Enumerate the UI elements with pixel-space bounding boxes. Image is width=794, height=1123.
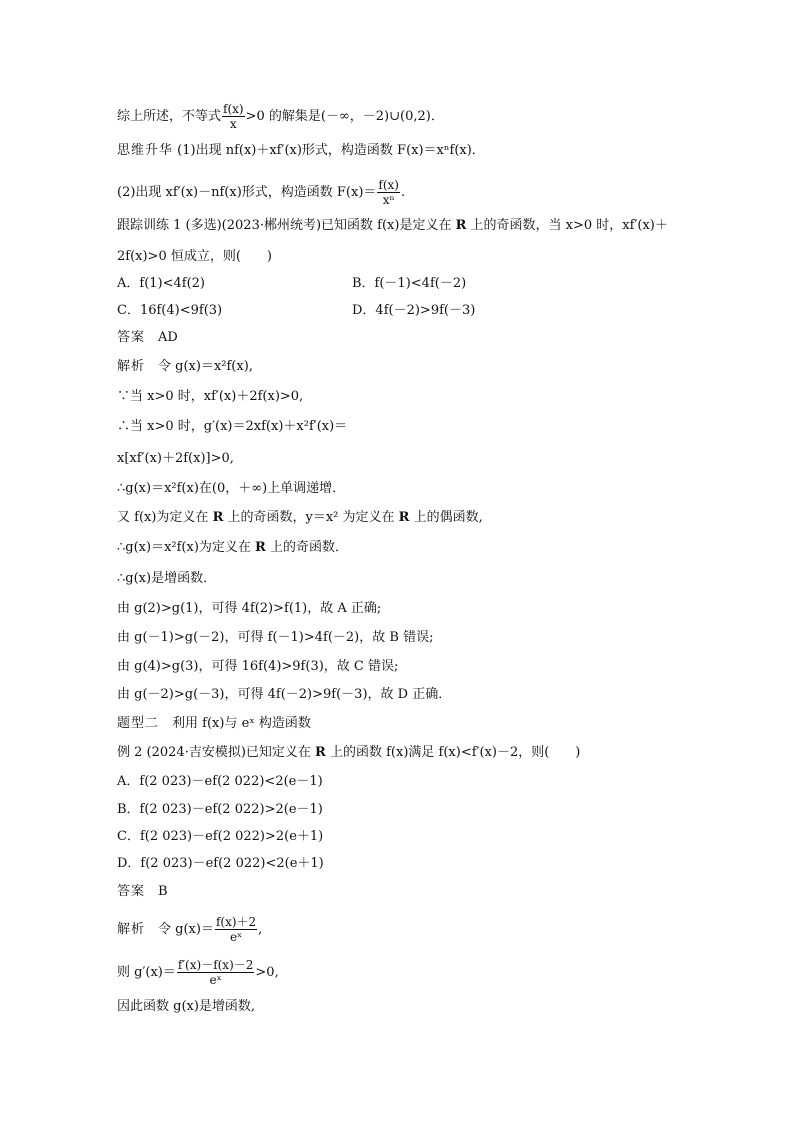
line-answer-2: 答案 B: [117, 884, 168, 899]
line-solution-2-derivative: 则 g′(x)＝ $\frac{f'(x)-f(x)-2}{\text{eˣ}}$ >0,: [117, 958, 279, 987]
line-solution-1-check-a: 由 g(2)>g(1)，可得 4f(2)>f(1)，故 A 正确;: [117, 601, 382, 616]
option-b: B．f(－1)<4f(－2): [352, 276, 467, 291]
label-siwei-shenghua: 思维升华: [117, 143, 174, 158]
line-solution-1-step6: ∴g(x)＝x²f(x)为定义在 R 上的奇函数．: [117, 540, 348, 555]
line-solution-2-conclusion: 因此函数 g(x)是增函数,: [117, 999, 256, 1014]
line-solution-2-start: 解析 令 g(x)＝ $\frac{f(x)+2}{\text{eˣ}}$ ,: [117, 915, 263, 944]
line-solution-1-start: 解析 令 g(x)＝x²f(x),: [117, 359, 253, 374]
line-method-summary-2: (2)出现 xf′(x)－nf(x)形式，构造函数 F(x)＝ $\frac{f(x)}{\text{xⁿ}}$ .: [117, 178, 406, 207]
line-example-2-stem: 例 2 (2024·吉安模拟)已知定义在 R 上的函数 f(x)满足 f(x)<f′(x)－2，则( ): [117, 745, 581, 760]
line-solution-1-step4: ∴g(x)＝x²f(x)在(0，＋∞)上单调递增．: [117, 481, 346, 496]
line-practice-1-stem: 跟踪训练 1 (多选)(2023·郴州统考)已知函数 f(x)是定义在 R 上的奇函数，当 x>0 时，xf′(x)＋: [117, 218, 668, 233]
option-c: C．16f(4)<9f(3): [117, 303, 223, 318]
line-conclusion: 综上所述，不等式 $\frac{f(x)}{x}$ >0 的解集是(－∞，－2)∪(0,2)．: [117, 102, 444, 131]
fraction-fx-over-xn: $\frac{f(x)}{\text{xⁿ}}$: [378, 178, 399, 207]
line-solution-1-step7: ∴g(x)是增函数．: [117, 571, 217, 586]
option-d: D．4f(－2)>9f(－3): [352, 303, 476, 318]
example-2-option-c: C．f(2 023)－ef(2 022)>2(e＋1): [117, 829, 324, 844]
line-practice-1-stem-cont: 2f(x)>0 恒成立，则( ): [117, 249, 272, 264]
example-2-option-b: B．f(2 023)－ef(2 022)>2(e－1): [117, 802, 323, 817]
fraction-g-definition: $\frac{f(x)+2}{\text{eˣ}}$: [215, 915, 257, 944]
line-answer-1: 答案 AD: [117, 330, 178, 345]
line-solution-1-check-b: 由 g(－1)>g(－2)，可得 f(－1)>4f(－2)，故 B 错误;: [117, 630, 434, 645]
option-a: A．f(1)<4f(2): [117, 276, 206, 291]
line-solution-1-step5: 又 f(x)为定义在 R 上的奇函数，y＝x² 为定义在 R 上的偶函数,: [117, 510, 483, 525]
line-solution-1-step1: ∵当 x>0 时，xf′(x)＋2f(x)>0,: [117, 389, 304, 404]
fraction-fx-over-x: $\frac{f(x)}{x}$: [223, 102, 244, 131]
heading-question-type-2: 题型二 利用 f(x)与 eˣ 构造函数: [117, 716, 311, 731]
line-solution-1-step3: x[xf′(x)＋2f(x)]>0,: [117, 451, 234, 466]
line-method-summary-1: 思维升华 (1)出现 nf(x)＋xf′(x)形式，构造函数 F(x)＝xⁿf(x)．: [117, 143, 485, 158]
fraction-g-derivative: $\frac{f'(x)-f(x)-2}{\text{eˣ}}$: [177, 958, 254, 987]
example-2-option-d: D．f(2 023)－ef(2 022)<2(e＋1): [117, 856, 324, 871]
line-solution-1-check-c: 由 g(4)>g(3)，可得 16f(4)>9f(3)，故 C 错误;: [117, 659, 399, 674]
example-2-option-a: A．f(2 023)－ef(2 022)<2(e－1): [117, 774, 323, 789]
line-solution-1-step2: ∴当 x>0 时，g′(x)＝2xf(x)＋x²f′(x)＝: [117, 419, 348, 434]
line-solution-1-check-d: 由 g(－2)>g(－3)，可得 4f(－2)>9f(－3)，故 D 正确．: [117, 687, 452, 702]
